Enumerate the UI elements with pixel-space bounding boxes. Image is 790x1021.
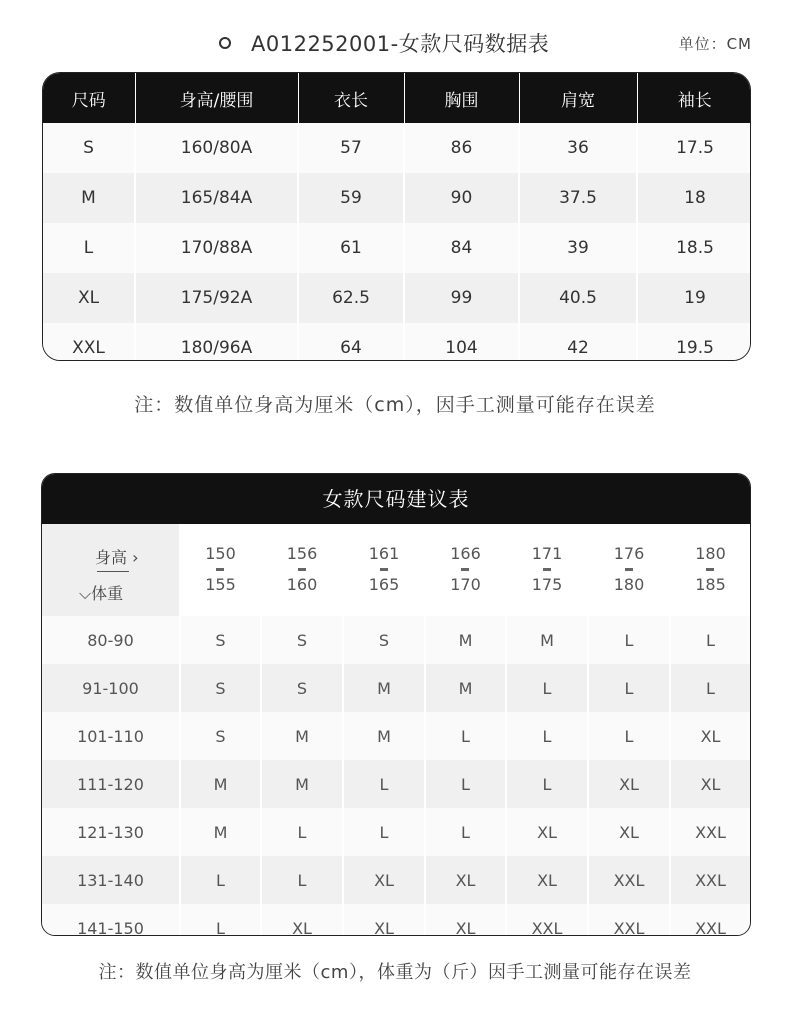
unit-label: 单位：CM (678, 35, 752, 53)
page-header (0, 26, 790, 60)
recommend-table-title: 女款尺码建议表 (42, 474, 750, 524)
table-cell: L (43, 223, 135, 273)
table-cell: 40.5 (519, 273, 637, 323)
table-cell: 64 (298, 323, 404, 361)
table-cell: 18.5 (637, 223, 751, 273)
table-row (42, 808, 750, 856)
table-cell: 18 (637, 173, 751, 223)
size-cell: L (588, 664, 670, 712)
size-cell: XL (261, 904, 343, 936)
size-cell: XXL (670, 808, 750, 856)
size-cell: M (343, 664, 425, 712)
size-cell: L (588, 712, 670, 760)
size-data-table (42, 72, 751, 361)
weight-range-cell: 141-150 (42, 904, 180, 936)
size-cell: XL (343, 856, 425, 904)
size-cell: S (343, 616, 425, 664)
size-cell: M (261, 760, 343, 808)
size-cell: XL (588, 760, 670, 808)
size-cell: S (180, 712, 261, 760)
corner-divider (97, 571, 129, 572)
height-range-header (425, 524, 506, 616)
height-range-header (180, 524, 261, 616)
page-title: A012252001-女款尺码数据表 (251, 32, 550, 56)
size-cell: L (670, 616, 750, 664)
table-cell: 42 (519, 323, 637, 361)
size-cell: L (506, 664, 588, 712)
weight-range-cell: 131-140 (42, 856, 180, 904)
height-range-start: 150 (205, 544, 236, 563)
height-range-header (506, 524, 588, 616)
table-cell: 19.5 (637, 323, 751, 361)
size-recommend-table (41, 473, 751, 936)
table-cell: 165/84A (135, 173, 298, 223)
size-cell: M (425, 616, 506, 664)
table-cell: 62.5 (298, 273, 404, 323)
height-range-end: 160 (286, 575, 318, 594)
column-header: 尺码 (43, 73, 135, 123)
size-cell: L (670, 664, 750, 712)
table-cell: 19 (637, 273, 751, 323)
height-range-start: 166 (450, 544, 481, 563)
height-range-header (670, 524, 750, 616)
table-row (42, 616, 750, 664)
size-cell: XL (506, 856, 588, 904)
column-header: 衣长 (298, 73, 404, 123)
size-cell: XXL (588, 856, 670, 904)
range-dash (461, 568, 469, 571)
table-cell: 36 (519, 123, 637, 173)
table-row (42, 904, 750, 936)
height-range-start: 161 (368, 544, 400, 563)
size-table-note: 注：数值单位身高为厘米（cm），因手工测量可能存在误差 (134, 394, 656, 416)
table-row (43, 323, 751, 361)
range-dash (216, 568, 224, 571)
size-cell: XL (425, 856, 506, 904)
size-cell: M (506, 616, 588, 664)
circle-bullet-icon (219, 37, 231, 49)
weight-range-cell: 80-90 (42, 616, 180, 664)
size-cell: XXL (506, 904, 588, 936)
height-range-start: 171 (531, 544, 563, 563)
size-cell: S (261, 616, 343, 664)
column-header: 胸围 (404, 73, 519, 123)
table-cell: 170/88A (135, 223, 298, 273)
table-cell: 59 (298, 173, 404, 223)
table-cell: 86 (404, 123, 519, 173)
size-cell: XL (588, 808, 670, 856)
range-dash (298, 568, 306, 571)
table-row (42, 856, 750, 904)
height-range-start: 180 (695, 544, 726, 563)
weight-axis-label: ⌵体重 (79, 584, 124, 603)
table-row (43, 273, 751, 323)
weight-range-cell: 111-120 (42, 760, 180, 808)
table-cell: 39 (519, 223, 637, 273)
table-cell: 84 (404, 223, 519, 273)
range-dash (706, 568, 714, 571)
size-cell: XXL (670, 856, 750, 904)
size-cell: S (261, 664, 343, 712)
table-cell: XL (43, 273, 135, 323)
table-cell: 175/92A (135, 273, 298, 323)
size-cell: L (261, 856, 343, 904)
size-cell: XL (670, 760, 750, 808)
table-row (42, 664, 750, 712)
size-cell: L (425, 760, 506, 808)
height-range-end: 165 (368, 575, 400, 594)
size-cell: M (180, 760, 261, 808)
table-cell: 104 (404, 323, 519, 361)
size-cell: L (425, 808, 506, 856)
height-range-end: 175 (531, 575, 563, 594)
size-cell: S (180, 616, 261, 664)
height-range-end: 155 (205, 575, 236, 594)
size-cell: XL (670, 712, 750, 760)
size-cell: XL (343, 904, 425, 936)
size-cell: M (425, 664, 506, 712)
table-cell: S (43, 123, 135, 173)
height-range-end: 180 (613, 575, 645, 594)
range-dash (625, 568, 633, 571)
size-cell: L (588, 616, 670, 664)
table-cell: 160/80A (135, 123, 298, 173)
range-dash (543, 568, 551, 571)
height-range-start: 176 (613, 544, 645, 563)
size-cell: L (261, 808, 343, 856)
size-cell: XXL (670, 904, 750, 936)
size-cell: L (506, 712, 588, 760)
size-cell: M (343, 712, 425, 760)
size-cell: L (343, 808, 425, 856)
weight-range-cell: 121-130 (42, 808, 180, 856)
height-range-end: 185 (695, 575, 726, 594)
size-cell: M (261, 712, 343, 760)
table-row (42, 712, 750, 760)
table-cell: 37.5 (519, 173, 637, 223)
size-cell: XL (425, 904, 506, 936)
table-cell: 61 (298, 223, 404, 273)
column-header: 袖长 (637, 73, 751, 123)
table-cell: 57 (298, 123, 404, 173)
size-cell: L (343, 760, 425, 808)
size-cell: L (180, 904, 261, 936)
height-range-header (343, 524, 425, 616)
size-cell: M (180, 808, 261, 856)
size-cell: XL (506, 808, 588, 856)
weight-range-cell: 101-110 (42, 712, 180, 760)
table-cell: 180/96A (135, 323, 298, 361)
size-cell: XXL (588, 904, 670, 936)
size-cell: L (506, 760, 588, 808)
table-row (42, 760, 750, 808)
size-cell: L (425, 712, 506, 760)
table-row (43, 223, 751, 273)
table-cell: 99 (404, 273, 519, 323)
height-axis-label: 身高 › (95, 548, 139, 567)
recommend-table-note: 注：数值单位身高为厘米（cm），体重为（斤）因手工测量可能存在误差 (98, 962, 692, 983)
corner-cell (42, 524, 180, 616)
height-range-end: 170 (450, 575, 481, 594)
height-range-header (261, 524, 343, 616)
height-range-start: 156 (286, 544, 318, 563)
table-cell: 17.5 (637, 123, 751, 173)
table-cell: 90 (404, 173, 519, 223)
table-cell: M (43, 173, 135, 223)
range-dash (380, 568, 388, 571)
table-cell: XXL (43, 323, 135, 361)
column-header: 肩宽 (519, 73, 637, 123)
table-row (43, 173, 751, 223)
column-header: 身高/腰围 (135, 73, 298, 123)
height-range-header (588, 524, 670, 616)
weight-range-cell: 91-100 (42, 664, 180, 712)
size-cell: L (180, 856, 261, 904)
table-row (43, 123, 751, 173)
size-cell: S (180, 664, 261, 712)
